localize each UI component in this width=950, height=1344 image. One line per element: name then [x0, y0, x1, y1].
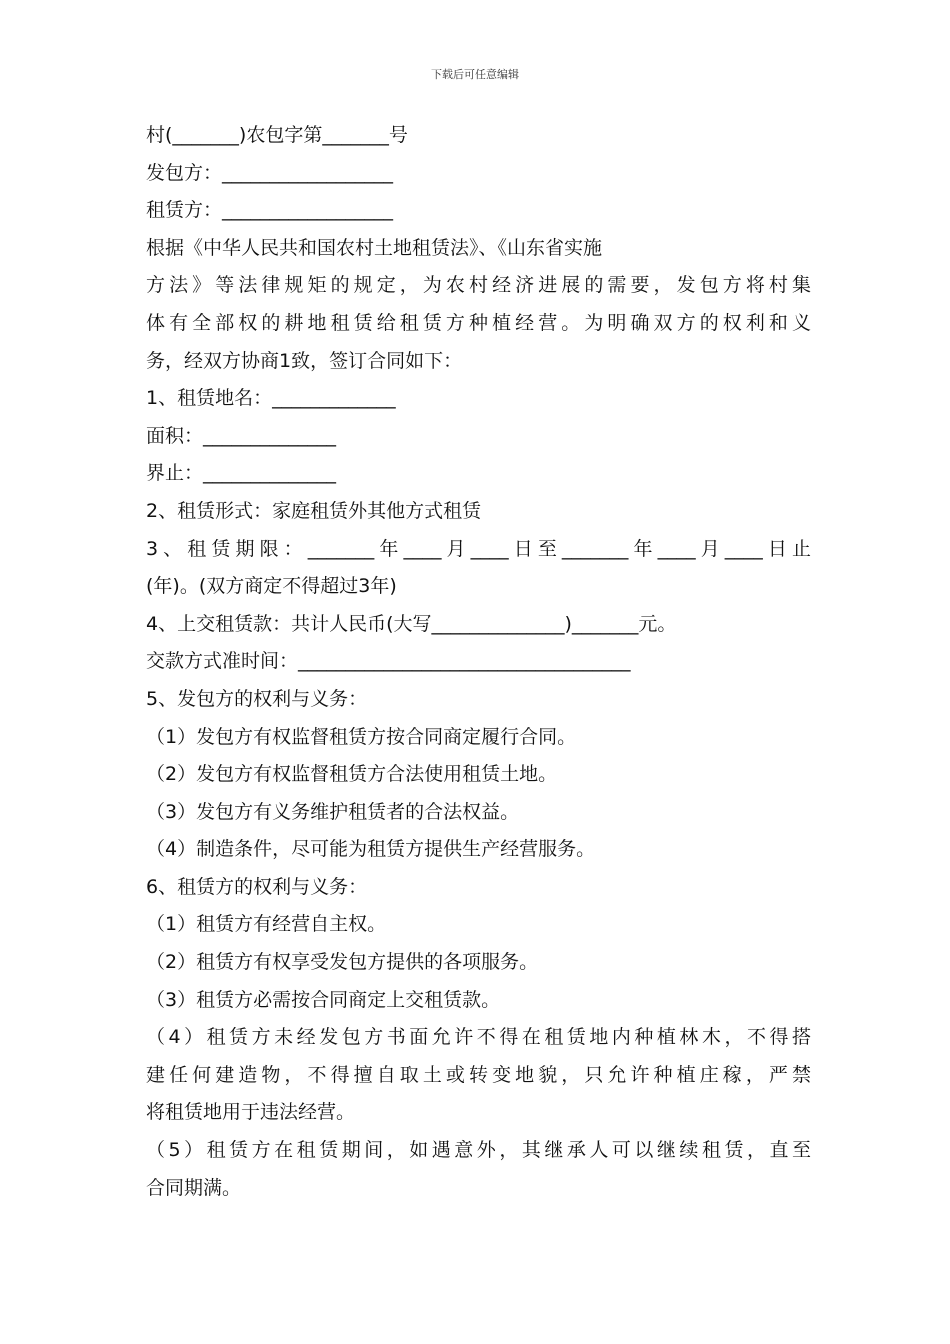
clause-5-item-1: （1）发包方有权监督租赁方按合同商定履行合同。: [146, 725, 577, 748]
clause-1-boundary: 界止：______________: [146, 462, 337, 485]
clause-6-item-5-line-1: （5）租赁方在租赁期间，如遇意外，其继承人可以继续租赁，直至: [146, 1139, 811, 1162]
clause-6-item-3: （3）租赁方必需按合同商定上交租赁款。: [146, 988, 501, 1011]
contract-body: [146, 117, 811, 1207]
clause-2-lease-form: 2、租赁形式：家庭租赁外其他方式租赁: [146, 499, 482, 522]
clause-4-payment-method: 交款方式准时间：___________________________________: [146, 650, 631, 673]
clause-4-payment: 4、上交租赁款：共计人民币(大写______________)_______元。: [146, 612, 677, 635]
clause-5-item-4: （4）制造条件，尽可能为租赁方提供生产经营服务。: [146, 838, 596, 861]
clause-6-item-4-line-1: （4）租赁方未经发包方书面允许不得在租赁地内种植林木，不得搭: [146, 1026, 811, 1049]
clause-5-heading: 5、发包方的权利与义务：: [146, 687, 368, 710]
clause-5-item-2: （2）发包方有权监督租赁方合法使用租赁土地。: [146, 763, 558, 786]
clause-6-item-2: （2）租赁方有权享受发包方提供的各项服务。: [146, 951, 539, 974]
clause-6-item-5-line-2: 合同期满。: [146, 1176, 242, 1199]
preamble-line-2: 方法》等法律规矩的规定，为农村经济进展的需要，发包方将村集: [146, 274, 811, 297]
clause-6-item-1: （1）租赁方有经营自主权。: [146, 913, 387, 936]
clause-5-item-3: （3）发包方有义务维护租赁者的合法权益。: [146, 800, 520, 823]
clause-6-heading: 6、租赁方的权利与义务：: [146, 875, 368, 898]
contractor-line: 发包方：__________________: [146, 161, 394, 184]
clause-3-lease-term: 3、租赁期限：_______年____月____日至_______年____月____日止: [146, 537, 811, 560]
clause-6-item-4-line-2: 建任何建造物，不得擅自取土或转变地貌，只允许种植庄稼，严禁: [146, 1063, 811, 1086]
preamble-line-4: 务，经双方协商1致，签订合同如下：: [146, 349, 463, 372]
clause-1-land-name: 1、租赁地名：_____________: [146, 387, 396, 410]
clause-1-area: 面积：______________: [146, 424, 337, 447]
page-header-note: 下载后可任意编辑: [431, 68, 519, 81]
clause-6-item-4-line-3: 将租赁地用于违法经营。: [146, 1101, 356, 1124]
clause-3-lease-term-note: (年)。(双方商定不得超过3年): [146, 575, 397, 598]
contract-number-line: 村(_______)农包字第_______号: [146, 124, 408, 146]
preamble-line-1: 根据《中华人民共和国农村土地租赁法》、《山东省实施: [146, 236, 603, 259]
lessee-line: 租赁方：__________________: [146, 199, 394, 222]
preamble-line-3: 体有全部权的耕地租赁给租赁方种植经营。为明确双方的权利和义: [146, 311, 811, 334]
